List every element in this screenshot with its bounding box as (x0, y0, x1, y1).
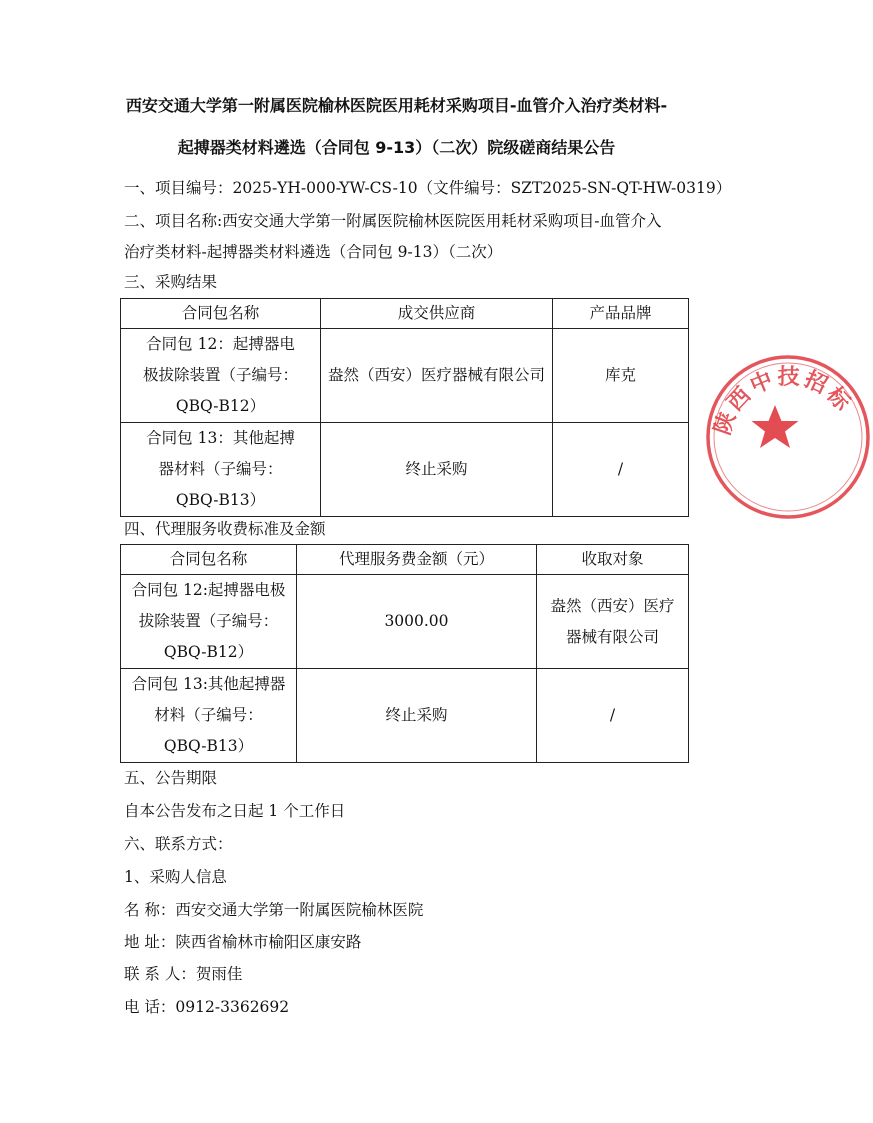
supplier-cell: 终止采购 (321, 423, 553, 517)
package-text: QBQ-B13） (163, 737, 254, 755)
package-cell (121, 669, 297, 763)
header-brand: 产品品牌 (553, 299, 689, 329)
package-text: 合同包 12:起搏器电极 (131, 581, 286, 599)
package-text: QBQ-B12） (175, 397, 266, 415)
package-text: 器材料（子编号： (158, 460, 283, 478)
notice-period-text: 自本公告发布之日起 1 个工作日 (124, 802, 346, 820)
purchaser-name: 名 称：西安交通大学第一附属医院榆林医院 (124, 901, 424, 919)
payer-cell: / (537, 669, 689, 763)
section-heading-fees: 四、代理服务收费标准及金额 (124, 520, 326, 538)
package-text: 合同包 13:其他起搏器 (131, 675, 286, 693)
payer-text: 器械有限公司 (565, 627, 659, 646)
package-text: 合同包 12：起搏器电 (146, 335, 295, 353)
purchaser-heading: 1、采购人信息 (124, 868, 227, 886)
amount-cell: 终止采购 (297, 669, 537, 763)
package-cell (121, 575, 297, 669)
seal-star-icon (752, 405, 799, 448)
notice-title-line-1: 西安交通大学第一附属医院榆林医院医用耗材采购项目-血管介入治疗类材料- (125, 96, 668, 115)
payer-text: 盎然（西安）医疗 (550, 596, 675, 615)
header-payer: 收取对象 (537, 545, 689, 575)
table-row (121, 575, 689, 669)
purchaser-contact: 联 系 人：贺雨佳 (124, 965, 243, 983)
header-amount: 代理服务费金额（元） (297, 545, 537, 575)
package-text: QBQ-B12） (163, 643, 254, 661)
amount-cell: 3000.00 (297, 575, 537, 669)
package-text: 极拔除装置（子编号： (142, 366, 298, 384)
package-text: 拔除装置（子编号： (138, 612, 279, 630)
brand-cell: / (553, 423, 689, 517)
brand-cell: 库克 (553, 329, 689, 423)
official-seal (703, 352, 873, 522)
fee-table (120, 544, 689, 763)
header-supplier: 成交供应商 (321, 299, 553, 329)
package-text: QBQ-B13） (175, 491, 266, 509)
table-row (121, 423, 689, 517)
section-heading-period: 五、公告期限 (124, 769, 218, 787)
table-header-row (121, 545, 689, 575)
package-cell (121, 329, 321, 423)
purchaser-phone: 电 话：0912-3362692 (124, 998, 290, 1016)
package-cell (121, 423, 321, 517)
result-table (120, 298, 689, 517)
section-heading-contact: 六、联系方式： (124, 835, 233, 853)
package-text: 材料（子编号： (154, 706, 263, 724)
project-name-line-2: 治疗类材料-起搏器类材料遴选（合同包 9-13）（二次） (124, 243, 503, 261)
project-name-line-1: 二、项目名称:西安交通大学第一附属医院榆林医院医用耗材采购项目-血管介入 (124, 212, 662, 230)
project-number: 一、项目编号：2025-YH-000-YW-CS-10（文件编号：SZT2025-SN-QT-HW-0319） (124, 179, 732, 197)
header-package: 合同包名称 (121, 299, 321, 329)
notice-title-line-2: 起搏器类材料遴选（合同包 9-13）（二次）院级磋商结果公告 (177, 138, 616, 157)
payer-cell (537, 575, 689, 669)
supplier-cell: 盎然（西安）医疗器械有限公司 (321, 329, 553, 423)
table-header-row (121, 299, 689, 329)
header-package: 合同包名称 (121, 545, 297, 575)
table-row (121, 669, 689, 763)
table-row (121, 329, 689, 423)
section-heading-results: 三、采购结果 (124, 273, 218, 291)
purchaser-address: 地 址：陕西省榆林市榆阳区康安路 (124, 933, 362, 951)
package-text: 合同包 13：其他起搏 (146, 429, 295, 447)
seal-text: 陕西中技招标 (710, 364, 857, 439)
